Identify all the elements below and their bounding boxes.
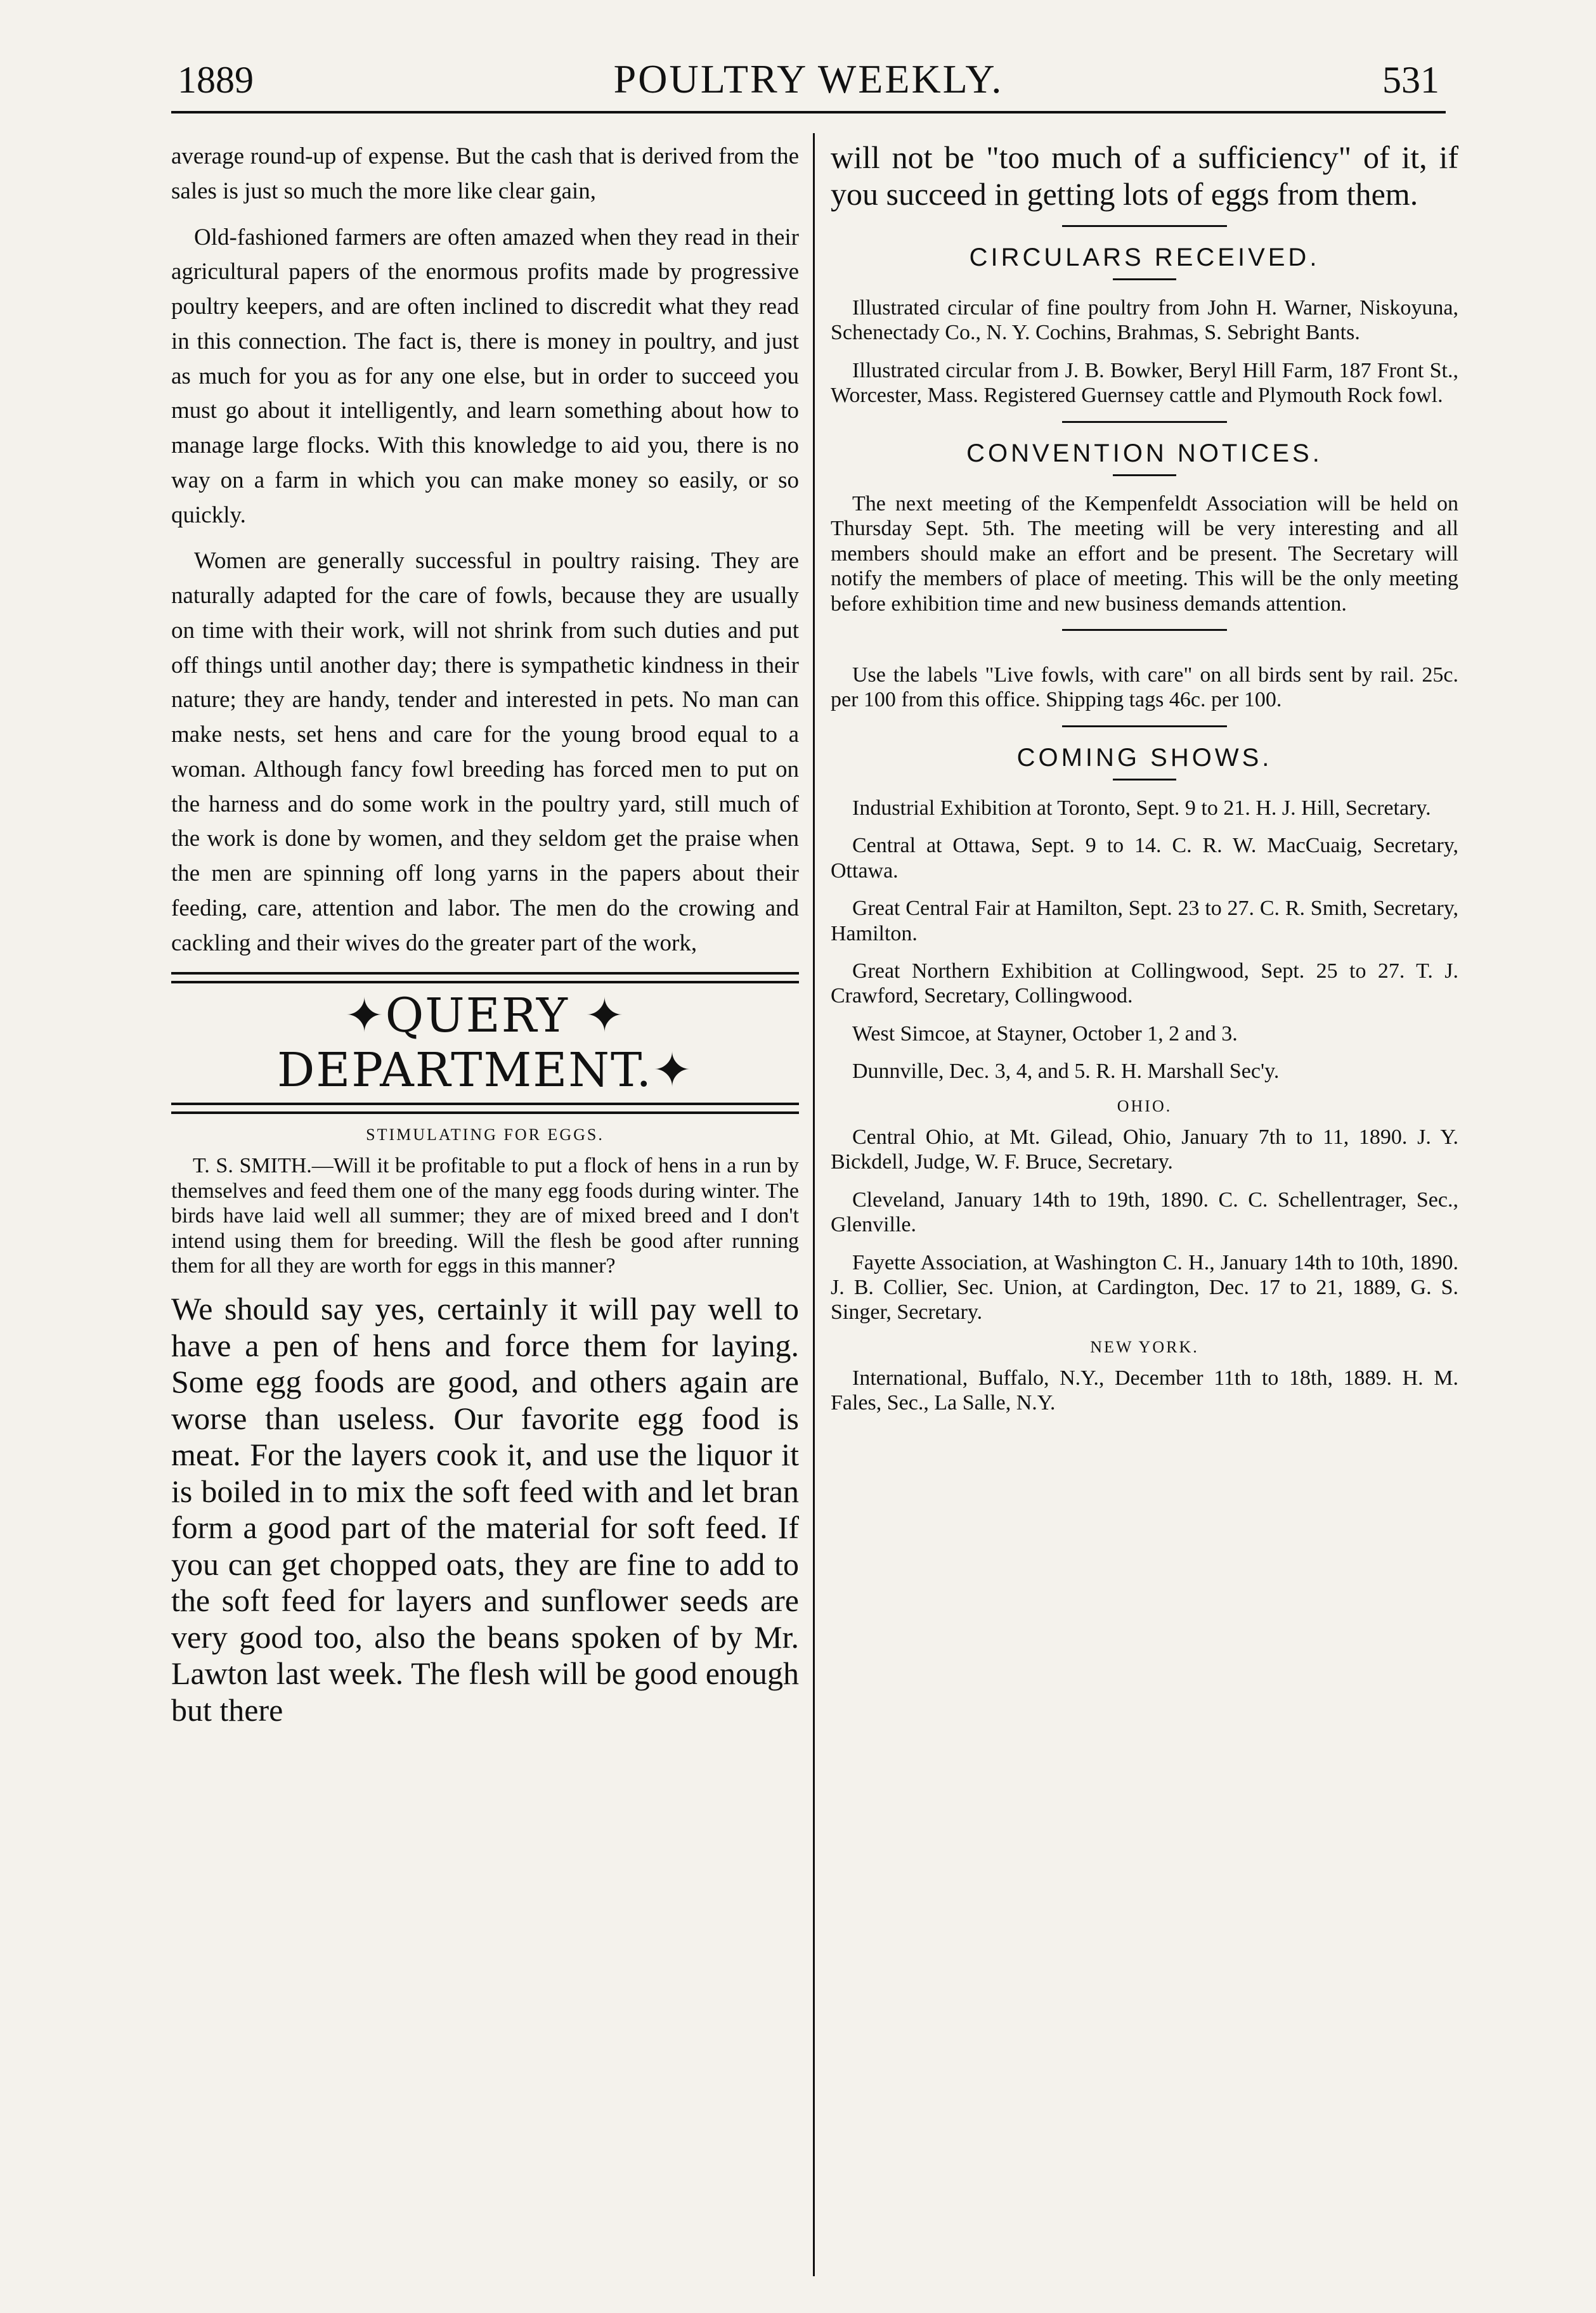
show-item: Dunnville, Dec. 3, 4, and 5. R. H. Marshall Sec'y. [852,1059,1280,1084]
labels-notice-block [831,663,1458,713]
heading-underline [1113,779,1176,781]
circulars-list [831,295,1458,408]
header-year: 1889 [178,59,254,101]
labels-notice: Use the labels "Live fowls, with care" on all birds sent by rail. 25c. per 100 from this office. Shipping tags 46c. per 100. [831,663,1458,712]
show-item: Great Northern Exhibition at Collingwood, Sept. 25 to 27. T. J. Crawford, Secretary, Collingwood. [831,959,1458,1008]
query-answer: We should say yes, certainly it will pay well to have a pen of hens and force them for laying. Some egg foods are good, and others again are worse than useless. Our favorite egg food is meat. For the layers cook it, and use the liquor it is boiled in to mix the soft feed with and let bran form a good part of the material for soft feed. If you can get chopped oats, they are fine to add to the soft feed for layers and sunflower seeds are very good too, also the beans spoken of by Mr. Lawton last week. The flesh will be good enough but there [171,1291,799,1728]
publication-title: POULTRY WEEKLY. [613,56,1004,101]
separator-rule [1062,725,1227,727]
page-number: 531 [1382,59,1439,101]
circulars-heading: CIRCULARS RECEIVED. [969,243,1320,271]
column-divider [813,133,815,2276]
show-item: Great Central Fair at Hamilton, Sept. 23 to 27. C. R. Smith, Secretary, Hamilton. [831,897,1458,945]
separator-rule [1062,421,1227,423]
article-paragraph: Women are generally successful in poultry raising. They are naturally adapted for the care of fowls, because they are usually on time with their work, will not shrink from such duties and put off things until another day; there is sympathetic kindness in their nature; they are handy, tender and interested in pets. No man can make nests, set hens and care for the young brood equal to a woman. Although fancy fowl breeding has forced men to put on the harness and do some work in the poultry yard, still much of the work is done by women, and they seldom get the praise when the men are spinning off long yarns in the papers about their feeding, care, attention and labor. The men do the crowing and cackling and their wives do the greater part of the work, [171,548,799,956]
show-item: Industrial Exhibition at Toronto, Sept. 9 to 21. H. J. Hill, Secretary. [852,796,1431,820]
coming-shows-heading: COMING SHOWS. [1016,743,1273,772]
query-subhead: STIMULATING FOR EGGS. [366,1125,604,1144]
heading-underline [1113,474,1176,476]
shows-list [831,796,1458,1084]
answer-continuation-block [831,139,1458,212]
query-question: T. S. SMITH.—Will it be profitable to put a flock of hens in a run by themselves and feed them one of the many egg foods during winter. The birds have laid well all summer; they are of mixed breed and I don't intend using them for breeding. Will the flesh be good after running them for all they are worth for eggs in this manner? [171,1154,799,1278]
section-rule-bottom [171,1103,799,1114]
query-department-title: ✦QUERY ✦ DEPARTMENT.✦ [276,988,694,1098]
ohio-subhead: OHIO. [1117,1096,1172,1115]
query-question-block [171,1153,799,1278]
answer-continuation: will not be "too much of a sufficiency" of it, if you succeed in getting lots of eggs from them. [831,139,1458,212]
separator-rule [1062,225,1227,227]
convention-notice: The next meeting of the Kempenfeldt Association will be held on Thursday Sept. 5th. The meeting will be very interesting and all members should make an effort and be present. The Secretary will notify the members of place of meeting. This will be the only meeting before exhibition time and new business demands attention. [831,491,1458,616]
circular-item: Illustrated circular from J. B. Bowker, Beryl Hill Farm, 187 Front St., Worcester, Mass. Registered Guernsey cattle and Plymouth Rock fowl. [831,358,1458,408]
heading-underline [1113,278,1176,280]
show-item: Fayette Association, at Washington C. H., January 14th to 10th, 1890. J. B. Collier, Sec. Union, at Cardington, Dec. 17 to 21, 1889, G. S. Singer, Secretary. [831,1250,1458,1325]
show-item: International, Buffalo, N.Y., December 11th to 18th, 1889. H. M. Fales, Sec., La Salle, N.Y. [831,1366,1458,1415]
show-item: Central at Ottawa, Sept. 9 to 14. C. R. W. MacCuaig, Secretary, Ottawa. [831,834,1458,883]
convention-notice-block [831,491,1458,616]
newyork-shows-list [831,1366,1458,1416]
circular-item: Illustrated circular of fine poultry from John H. Warner, Niskoyuna, Schenectady Co., N. Y. Cochins, Brahmas, S. Sebright Bants. [831,296,1458,345]
convention-heading: CONVENTION NOTICES. [966,439,1323,467]
separator-rule [1062,629,1227,631]
query-answer-block [171,1291,799,1728]
article-paragraph: average round-up of expense. But the cash that is derived from the sales is just so much the more like clear gain, [171,143,799,204]
article-paragraph: Old-fashioned farmers are often amazed when they read in their agricultural papers of the enormous profits made by progressive poultry keepers, and are often inclined to discredit what they read in this connection. The fact is, there is money in poultry, and just as much for you as for any one else, but in order to succeed you must go about it intelligently, and learn something about how to manage large flocks. With this knowledge to aid you, there is no way on a farm in which you can make money so easily, or so quickly. [171,224,799,528]
article-body [171,139,799,961]
left-column [171,139,799,1741]
section-rule-top [171,972,799,983]
newspaper-page [159,44,1458,2289]
right-column [831,139,1458,1429]
show-item: Cleveland, January 14th to 19th, 1890. C. C. Schellentrager, Sec., Glenville. [831,1188,1458,1237]
show-item: Central Ohio, at Mt. Gilead, Ohio, January 7th to 11, 1890. J. Y. Bickdell, Judge, W. F. Bruce, Secretary. [831,1125,1458,1174]
header-rule [171,111,1446,113]
show-item: West Simcoe, at Stayner, October 1, 2 and 3. [852,1021,1238,1046]
ohio-shows-list [831,1125,1458,1325]
newyork-subhead: NEW YORK. [1090,1337,1199,1356]
running-head [159,44,1458,114]
